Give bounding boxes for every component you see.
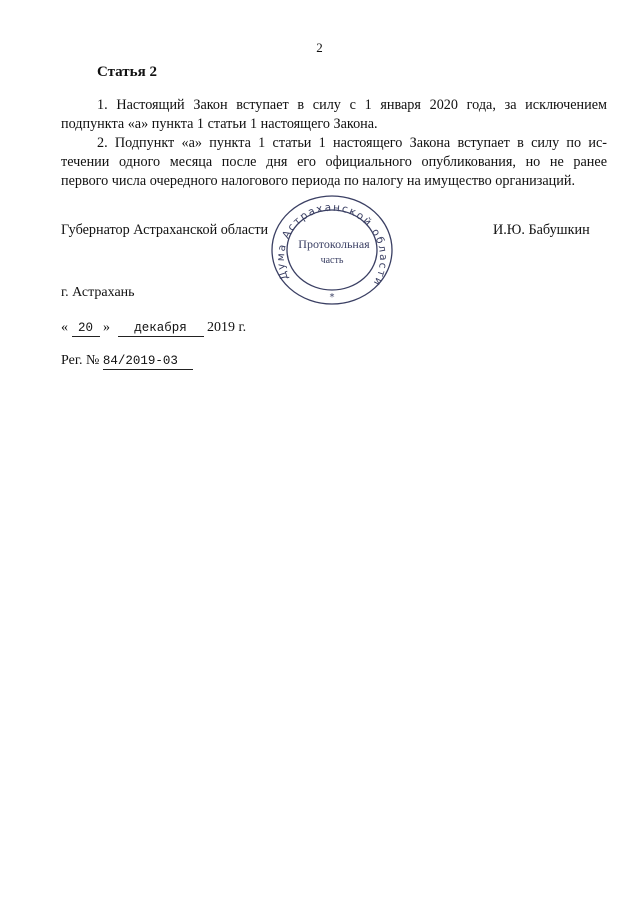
registration-line [61,353,193,370]
paragraph-1-line-1: 1. Настоящий Закон вступает в силу с 1 января 2020 года, за исключением [97,97,607,113]
paragraph-2-line-3: первого числа очередного налогового периода по налогу на имущество организаций. [61,173,575,189]
date-open-quote: « [61,320,68,335]
signing-date [61,320,246,337]
stamp-ring-text: Дума Астраханской области [274,201,390,289]
date-month: декабря [118,321,204,337]
date-day: 20 [72,321,100,337]
page-number: 2 [316,40,323,55]
article-paragraph-1 [61,96,607,134]
official-stamp [262,190,402,308]
date-year: 2019 г. [207,320,247,335]
paragraph-2-line-1: 2. Подпункт «а» пункта 1 статьи 1 настоящего Закона вступает в силу по ис- [97,135,607,151]
paragraph-1-line-2: подпункта «а» пункта 1 статьи 1 настоящего Закона. [61,116,378,132]
signer-name: И.Ю. Бабушкин [493,222,590,238]
registration-number: 84/2019-03 [103,354,193,370]
registration-label: Рег. № [61,353,100,368]
article-heading: Статья 2 [97,64,157,80]
signer-title: Губернатор Астраханской области [61,222,269,238]
paragraph-2-line-2: течении одного месяца после дня его официального опубликования, но не ранее [61,154,607,170]
stamp-center-line-1: Протокольная [298,237,370,251]
stamp-center-line-2: часть [320,255,344,266]
date-close-quote: » [103,320,110,335]
stamp-star: * [329,292,335,303]
article-paragraph-2 [61,134,607,191]
city: г. Астрахань [61,285,135,300]
